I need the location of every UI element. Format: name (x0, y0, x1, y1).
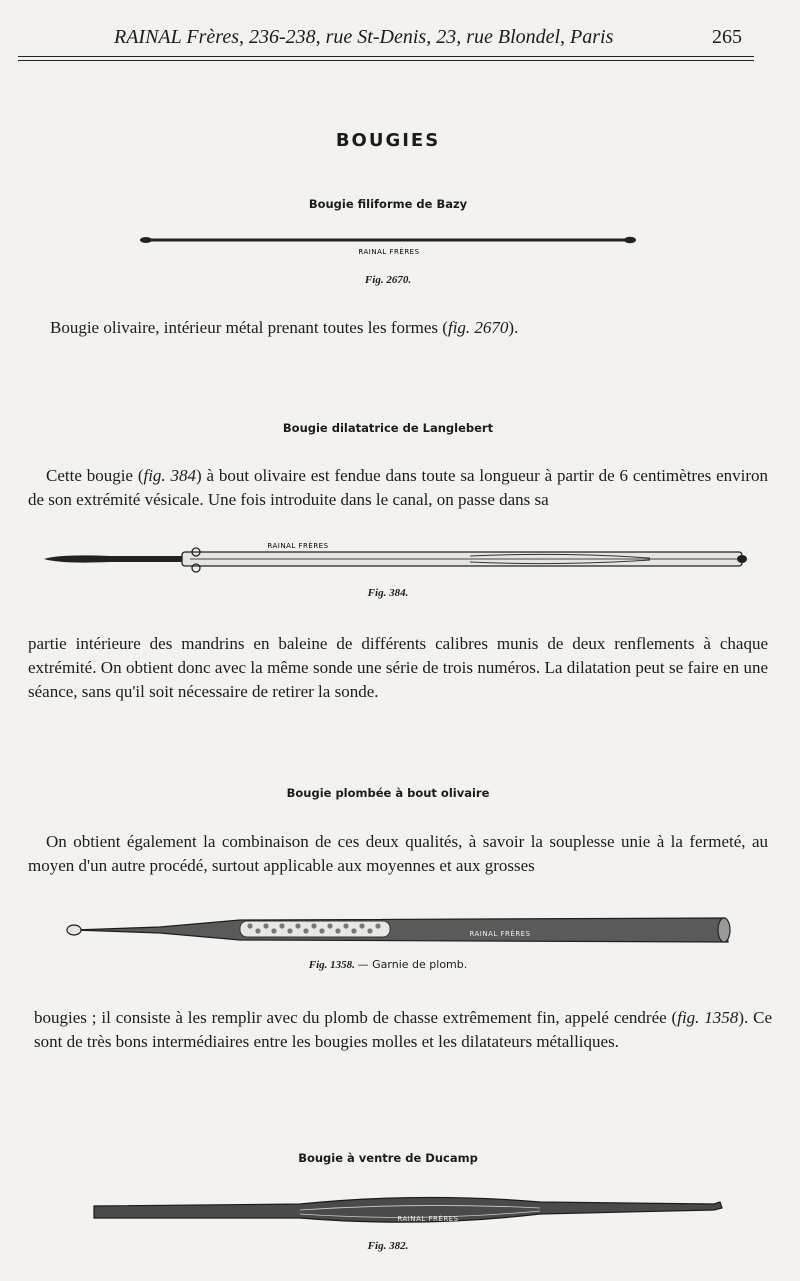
fig-1358-note: — Garnie de plomb. (357, 958, 468, 971)
plombee-text-2: bougies ; il consiste à les remplir avec du plomb de chasse extrêmement fin, appelé cendrée (fig. 1358). Ce sont de très bons intermédiaires entre les bougies molles et les dilatateurs métalliques. (34, 1008, 772, 1051)
section-title: BOUGIES (335, 130, 441, 151)
fig-2670-maker-mark: RAINAL FRÈRES (358, 248, 420, 256)
fig-ref: fig. 1358 (677, 1008, 739, 1027)
fig-1358-caption: Fig. 1358. — Garnie de plomb. (308, 958, 468, 971)
plombee-text-1: On obtient également la combinaison de ces deux qualités, à savoir la souplesse unie à la fermeté, au moyen d'un autre procédé, surtout applicable aux moyennes et aux grosses (28, 832, 768, 875)
fig-384-maker-mark: RAINAL FRÈRES (267, 542, 329, 550)
ducamp-heading: Bougie à ventre de Ducamp (298, 1151, 478, 1165)
fig-2670-illustration (0, 228, 800, 262)
langlebert-text-1: Cette bougie (fig. 384) à bout olivaire est fendue dans toute sa longueur à partir de 6 centimètres environ de son extrémité vésicale. Une fois introduite dans le canal, on passe dans sa (28, 466, 768, 509)
bazy-heading: Bougie filiforme de Bazy (308, 197, 468, 211)
fig-ref: fig. 2670 (447, 318, 509, 337)
header-rule-top (18, 56, 754, 57)
langlebert-text-2: partie intérieure des mandrins en baleine de différents calibres munis de deux renflements à chaque extrémité. On obtient donc avec la même sonde une série de trois numéros. La dilatation peut se faire en une séance, sans qu'il soit nécessaire de retirer la sonde. (28, 634, 768, 701)
fig-2670-caption: Fig. 2670. (364, 274, 412, 286)
running-header (18, 22, 754, 58)
fig-382-maker-mark: RAINAL FRÈRES (397, 1215, 459, 1223)
fig-1358-illustration (0, 910, 800, 950)
fig-384-illustration (0, 538, 800, 582)
fig-382-illustration (0, 1188, 800, 1232)
fig-382-caption: Fig. 382. (367, 1240, 409, 1252)
bazy-description: Bougie olivaire, intérieur métal prenant toutes les formes (fig. 2670). (50, 318, 519, 337)
running-title: RAINAL Frères, 236-238, rue St-Denis, 23, rue Blondel, Paris (114, 26, 614, 48)
fig-1358-maker-mark: RAINAL FRÈRES (469, 930, 531, 938)
header-rule-bottom (18, 60, 754, 61)
page-number: 265 (712, 26, 742, 48)
fig-384-caption: Fig. 384. (367, 587, 409, 599)
fig-ref: fig. 384 (143, 466, 197, 485)
plombee-heading: Bougie plombée à bout olivaire (286, 786, 490, 800)
langlebert-heading: Bougie dilatatrice de Langlebert (282, 421, 494, 435)
